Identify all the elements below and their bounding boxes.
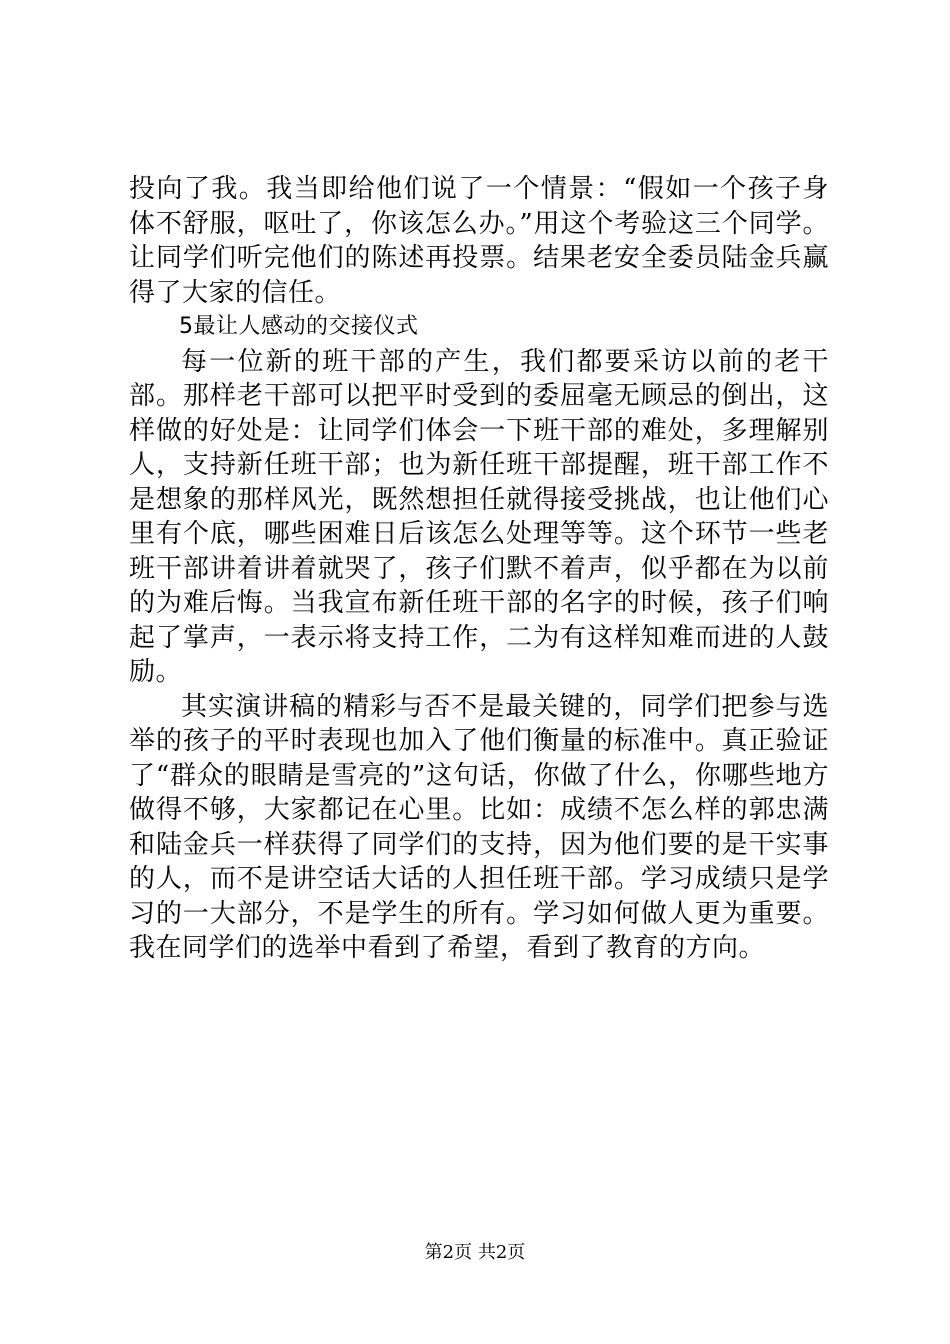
paragraph-handover: 每一位新的班干部的产生，我们都要采访以前的老干部。那样老干部可以把平时受到的委屈毫无顾忌的倒出，这样做的好处是：让同学们体会一下班干部的难处，多理解别人，支持新任班干部；也为新任班干部提醒，班干部工作不是想象的那样风光，既然想担任就得接受挑战，也让他们心里有个底，哪些困难日后该怎么处理等等。这个环节一些老班干部讲着讲着就哭了，孩子们默不着声，似乎都在为以前的为难后悔。当我宣布新任班干部的名字的时候，孩子们响起了掌声，一表示将支持工作，二为有这样知难而进的人鼓励。 — [129, 346, 829, 687]
paragraph-conclusion: 其实演讲稿的精彩与否不是最关键的，同学们把参与选举的孩子的平时表现也加入了他们衡量的标准中。真正验证了“群众的眼睛是雪亮的”这句话，你做了什么，你哪些地方做得不够，大家都记在心里。比如：成绩不怎么样的郭忠满和陆金兵一样获得了同学们的支持，因为他们要的是干实事的人，而不是讲空话大话的人担任班干部。学习成绩只是学习的一大部分，不是学生的所有。学习如何做人更为重要。我在同学们的选举中看到了希望，看到了教育的方向。 — [129, 691, 829, 963]
section-heading: 5最让人感动的交接仪式 — [179, 314, 419, 339]
document-body — [129, 172, 829, 966]
paragraph-continuation: 投向了我。我当即给他们说了一个情景：“假如一个孩子身体不舒服，呕吐了，你该怎么办。”用这个考验这三个同学。让同学们听完他们的陈述再投票。结果老安全委员陆金兵赢得了大家的信任。 — [129, 174, 829, 308]
page-footer: 第2页 共2页 — [424, 1242, 526, 1263]
